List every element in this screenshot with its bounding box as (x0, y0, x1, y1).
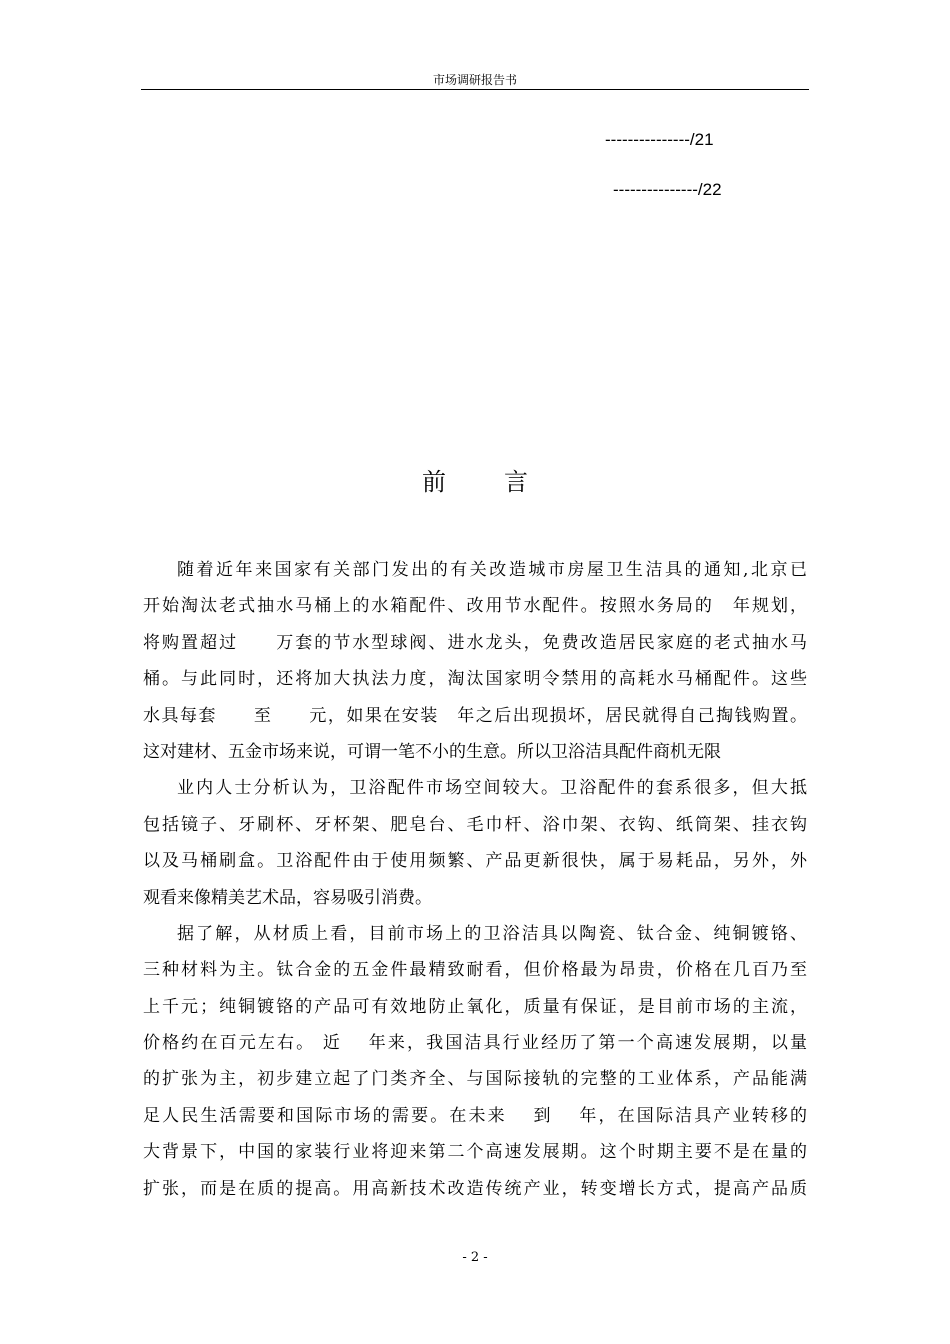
text-line: 开始淘汰老式抽水马桶上的水箱配件、改用节水配件。按照水务局的 年规划， (143, 596, 807, 617)
text-line: 上千元；纯铜镀铬的产品可有效地防止氧化，质量有保证，是目前市场的主流， (143, 996, 807, 1017)
text-line: 业内人士分析认为，卫浴配件市场空间较大。卫浴配件的套系很多，但大抵 (177, 778, 807, 799)
text-line: 这对建材、五金市场来说，可谓一笔不小的生意。所以卫浴洁具配件商机无限 (143, 741, 721, 762)
text-line: 将购置超过 万套的节水型球阀、进水龙头，免费改造居民家庭的老式抽水马 (143, 632, 807, 653)
section-title-char: 前 (422, 468, 446, 496)
text-line: 扩张，而是在质的提高。用高新技术改造传统产业，转变增长方式，提高产品质 (143, 1178, 807, 1199)
body-text (143, 552, 807, 1207)
section-title (0, 466, 950, 498)
text-line: 水具每套 至 元，如果在安装 年之后出现损坏，居民就得自己掏钱购置。 (143, 705, 807, 726)
page-header-title: 市场调研报告书 (432, 73, 517, 87)
toc-page-ref: /22 (697, 180, 722, 199)
toc-leader: --------------- (613, 180, 698, 199)
section-title-char: 言 (504, 468, 528, 496)
toc-leader: --------------- (605, 130, 690, 149)
page-number: - 2 - (462, 1250, 488, 1265)
text-line: 的扩张为主，初步建立起了门类齐全、与国际接轨的完整的工业体系，产品能满 (143, 1069, 807, 1090)
text-line: 桶。与此同时，还将加大执法力度，淘汰国家明令禁用的高耗水马桶配件。这些 (143, 669, 807, 690)
toc-entry (613, 180, 722, 200)
text-line: 以及马桶刷盒。卫浴配件由于使用频繁、产品更新很快，属于易耗品，另外，外 (143, 851, 807, 872)
text-line: 据了解，从材质上看，目前市场上的卫浴洁具以陶瓷、钛合金、纯铜镀铬、 (177, 923, 807, 944)
text-line: 三种材料为主。钛合金的五金件最精致耐看，但价格最为昂贵，价格在几百乃至 (143, 960, 807, 981)
text-line: 随着近年来国家有关部门发出的有关改造城市房屋卫生洁具的通知,北京已 (177, 560, 807, 580)
header-divider (141, 89, 809, 90)
toc-page-ref: /21 (689, 130, 714, 149)
text-line: 大背景下，中国的家装行业将迎来第二个高速发展期。这个时期主要不是在量的 (143, 1142, 807, 1163)
text-line: 足人民生活需要和国际市场的需要。在未来 到 年，在国际洁具产业转移的 (143, 1105, 807, 1126)
text-line: 价格约在百元左右。 近 年来，我国洁具行业经历了第一个高速发展期，以量 (143, 1033, 807, 1054)
toc-entry (605, 130, 714, 150)
text-line: 包括镜子、牙刷杯、牙杯架、肥皂台、毛巾杆、浴巾架、衣钩、纸筒架、挂衣钩 (143, 814, 807, 835)
text-line: 观看来像精美艺术品，容易吸引消费。 (143, 887, 432, 908)
